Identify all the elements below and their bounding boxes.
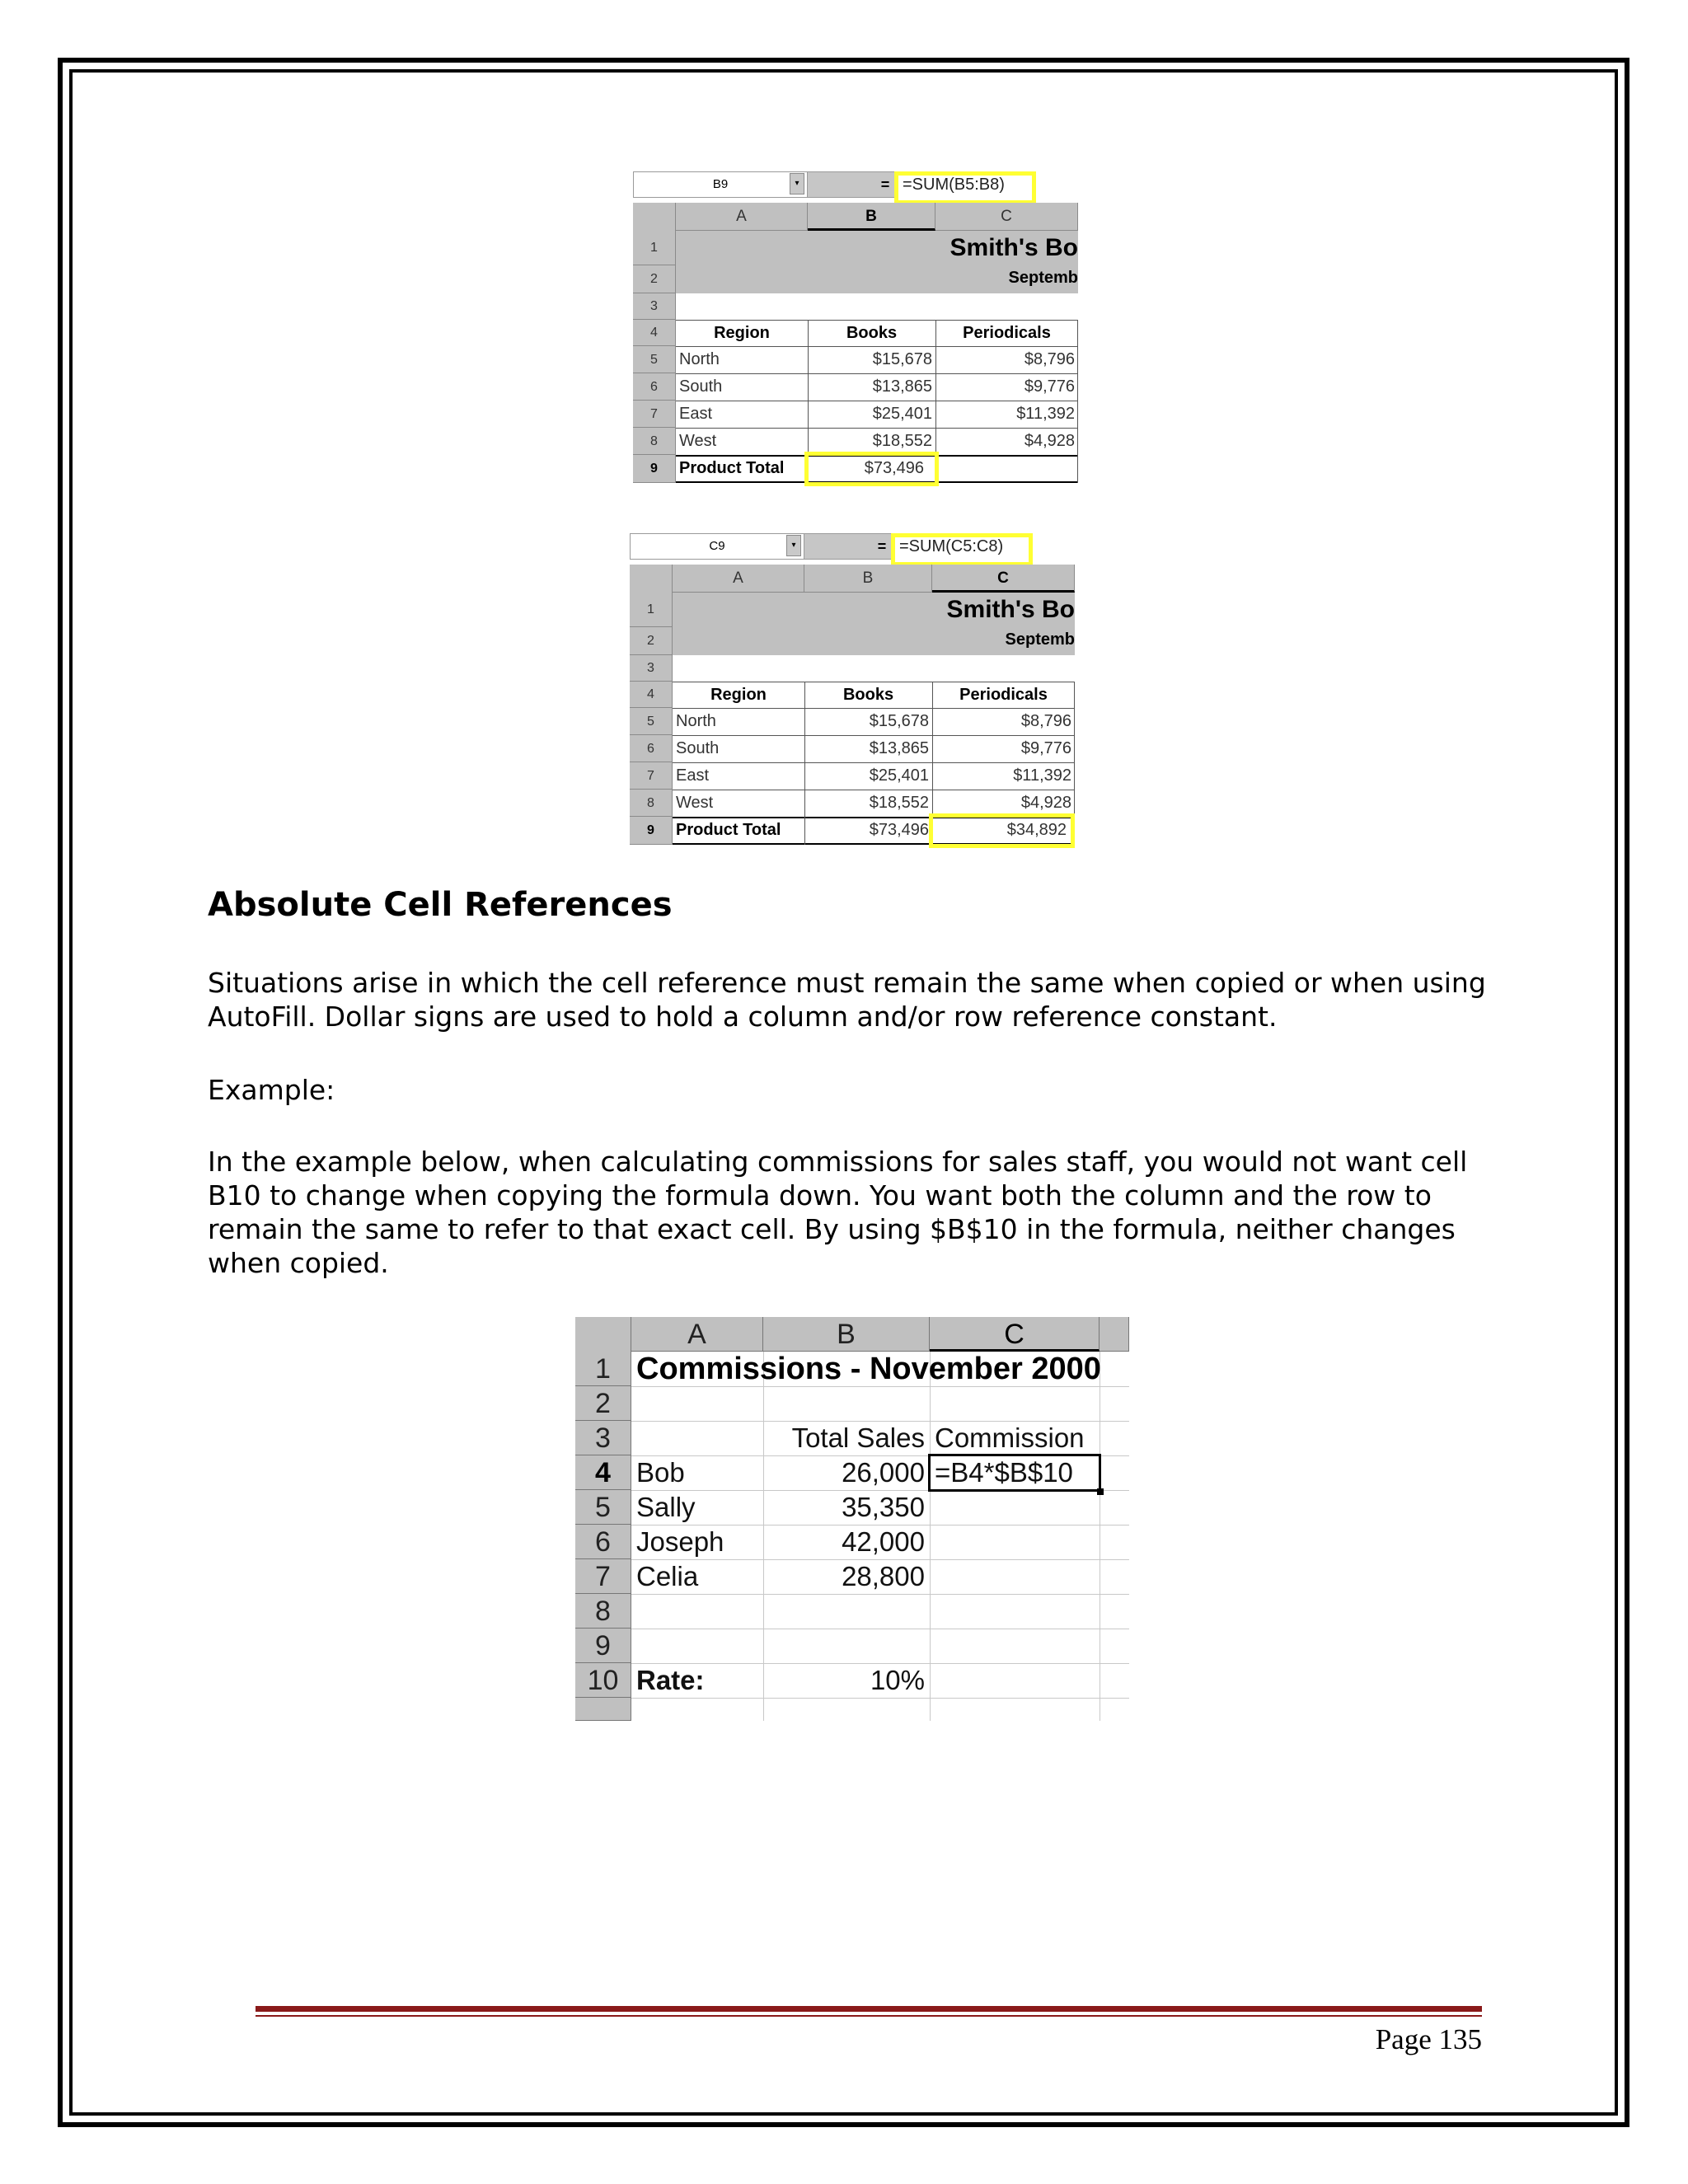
row-header-8[interactable]: 8 bbox=[575, 1594, 631, 1629]
row-header-3[interactable]: 3 bbox=[633, 293, 676, 320]
sheet-title: Smith's Bo bbox=[950, 234, 1078, 261]
cell-region[interactable]: South bbox=[679, 377, 723, 396]
cell-periodicals[interactable]: $8,796 bbox=[1020, 712, 1071, 730]
row-header-9[interactable]: 9 bbox=[630, 817, 673, 845]
cell-periodicals[interactable]: $8,796 bbox=[1024, 350, 1075, 368]
cell-region[interactable]: South bbox=[676, 739, 720, 757]
cell-region[interactable]: East bbox=[679, 405, 713, 423]
commissions-sheet bbox=[575, 1317, 1129, 1721]
selected-cell-highlight bbox=[804, 452, 939, 486]
grid-line bbox=[673, 708, 1075, 709]
header-region[interactable]: Region bbox=[710, 686, 767, 704]
row-header-1[interactable]: 1 bbox=[633, 231, 676, 265]
column-header-b[interactable]: B bbox=[808, 203, 935, 231]
row-header-9[interactable]: 9 bbox=[633, 455, 676, 483]
cell-commission[interactable] bbox=[930, 1525, 1100, 1559]
cell-books[interactable]: $18,552 bbox=[869, 794, 929, 812]
grid-line bbox=[631, 1594, 1129, 1595]
cell-sales[interactable]: 42,000 bbox=[842, 1526, 925, 1557]
row-header-11[interactable] bbox=[575, 1698, 631, 1721]
cell-books[interactable]: $15,678 bbox=[869, 712, 929, 730]
cell-books[interactable]: $13,865 bbox=[872, 377, 932, 396]
title-band bbox=[676, 231, 1078, 293]
row-header-4[interactable]: 4 bbox=[630, 682, 673, 708]
grid-line bbox=[631, 1698, 1129, 1699]
cell-books[interactable]: $25,401 bbox=[869, 766, 929, 785]
cell-periodicals[interactable]: $4,928 bbox=[1020, 794, 1071, 812]
active-cell-border bbox=[928, 1454, 1101, 1492]
row-header-6[interactable]: 6 bbox=[575, 1525, 631, 1559]
row-header-9[interactable]: 9 bbox=[575, 1629, 631, 1663]
row-header-4[interactable]: 4 bbox=[575, 1455, 631, 1490]
header-books[interactable]: Books bbox=[846, 324, 898, 342]
page-number: Page 135 bbox=[1375, 2023, 1482, 2055]
equals-icon: = bbox=[880, 176, 890, 193]
cell-region[interactable]: North bbox=[679, 350, 720, 368]
column-header-b[interactable]: B bbox=[804, 565, 932, 593]
cell-books[interactable]: $15,678 bbox=[872, 350, 932, 368]
row-header-7[interactable]: 7 bbox=[633, 401, 676, 428]
row-header-2[interactable]: 2 bbox=[575, 1386, 631, 1421]
equals-icon: = bbox=[877, 538, 887, 555]
cell-commission[interactable] bbox=[930, 1490, 1100, 1525]
selected-cell-highlight bbox=[929, 813, 1075, 848]
cell-rate-value[interactable]: 10% bbox=[870, 1665, 925, 1695]
column-header-c[interactable]: C bbox=[930, 1317, 1100, 1352]
row-header-3[interactable]: 3 bbox=[575, 1421, 631, 1455]
grid-line bbox=[673, 762, 1075, 763]
row-header-1[interactable]: 1 bbox=[630, 593, 673, 627]
row-header-7[interactable]: 7 bbox=[630, 762, 673, 790]
cell-name[interactable]: Celia bbox=[636, 1561, 699, 1591]
cell-region[interactable]: West bbox=[676, 794, 714, 812]
column-header-a[interactable]: A bbox=[676, 203, 808, 231]
select-all-corner[interactable] bbox=[633, 203, 676, 231]
grid-line bbox=[676, 428, 1078, 429]
row-header-5[interactable]: 5 bbox=[630, 708, 673, 735]
sheet-c-screenshot bbox=[630, 533, 1075, 845]
sheet-grid bbox=[630, 565, 1075, 845]
row-header-2[interactable]: 2 bbox=[633, 265, 676, 293]
grid-line bbox=[676, 320, 1078, 321]
column-header-d[interactable] bbox=[1100, 1317, 1129, 1352]
row-header-5[interactable]: 5 bbox=[633, 346, 676, 373]
name-box[interactable]: B9 bbox=[633, 171, 808, 198]
row-header-1[interactable]: 1 bbox=[575, 1352, 631, 1386]
name-box-dropdown-icon[interactable]: ▾ bbox=[790, 173, 804, 194]
header-periodicals[interactable]: Periodicals bbox=[963, 324, 1051, 342]
cell-region[interactable]: West bbox=[679, 432, 717, 450]
commissions-title[interactable]: Commissions - November 2000 bbox=[636, 1352, 1101, 1386]
cell-commission[interactable]: =B4*$B$10 bbox=[935, 1457, 1073, 1488]
cell-periodicals[interactable]: $9,776 bbox=[1020, 739, 1071, 757]
header-commission[interactable]: Commission bbox=[935, 1422, 1085, 1453]
row-header-7[interactable]: 7 bbox=[575, 1559, 631, 1594]
grid-line bbox=[804, 682, 805, 845]
cell-total-books[interactable]: $73,496 bbox=[864, 459, 924, 477]
row-header-2[interactable]: 2 bbox=[630, 627, 673, 655]
cell-name[interactable]: Joseph bbox=[636, 1526, 724, 1557]
cell-total-books[interactable]: $73,496 bbox=[869, 821, 929, 839]
formula-highlight bbox=[894, 171, 1036, 204]
cell-books[interactable]: $25,401 bbox=[872, 405, 932, 423]
row-header-10[interactable]: 10 bbox=[575, 1663, 631, 1698]
cell-name[interactable]: Bob bbox=[636, 1457, 685, 1488]
cell-region[interactable]: North bbox=[676, 712, 716, 730]
row-header-8[interactable]: 8 bbox=[633, 428, 676, 455]
cell-sales[interactable]: 26,000 bbox=[842, 1457, 925, 1488]
grid-line bbox=[676, 373, 1078, 374]
row-header-6[interactable]: 6 bbox=[630, 735, 673, 762]
cell-total-periodicals[interactable] bbox=[935, 455, 1078, 482]
cell-product-total-label[interactable]: Product Total bbox=[676, 821, 781, 839]
cell-books[interactable]: $13,865 bbox=[869, 739, 929, 757]
sheet-grid bbox=[633, 203, 1078, 483]
cell-periodicals[interactable]: $11,392 bbox=[1013, 766, 1071, 785]
header-books[interactable]: Books bbox=[842, 686, 894, 704]
sheet-title: Smith's Bo bbox=[946, 596, 1075, 623]
cell-total-periodicals[interactable]: $34,892 bbox=[1006, 821, 1067, 839]
title-band bbox=[673, 593, 1075, 655]
select-all-corner[interactable] bbox=[630, 565, 673, 593]
fill-handle[interactable] bbox=[1097, 1488, 1104, 1495]
formula-input[interactable]: =SUM(C5:C8) bbox=[891, 533, 1075, 560]
column-header-c[interactable]: C bbox=[935, 203, 1078, 231]
name-box-dropdown-icon[interactable]: ▾ bbox=[786, 535, 801, 556]
cell-sales[interactable]: 28,800 bbox=[842, 1561, 925, 1591]
cell-periodicals[interactable]: $11,392 bbox=[1016, 405, 1075, 423]
cell-books[interactable]: $18,552 bbox=[872, 432, 932, 450]
grid-line bbox=[1077, 320, 1078, 483]
section-heading: Absolute Cell References bbox=[208, 886, 673, 924]
row-header-6[interactable]: 6 bbox=[633, 373, 676, 401]
header-total-sales[interactable]: Total Sales bbox=[791, 1422, 925, 1453]
paragraph-example-text: In the example below, when calculating commissions for sales staff, you would not want cell B10 to change when copying the formula down. You want both the column and the row to remain the same to refer to that exact cell. By using $B$10 in the formula, neither changes when copied. bbox=[208, 1146, 1468, 1279]
row-header-4[interactable]: 4 bbox=[633, 320, 676, 346]
cell-product-total-label[interactable]: Product Total bbox=[679, 459, 785, 477]
row-header-8[interactable]: 8 bbox=[630, 790, 673, 817]
column-header-b[interactable]: B bbox=[763, 1317, 930, 1352]
cell-commission[interactable] bbox=[930, 1559, 1100, 1594]
grid-line bbox=[673, 735, 1075, 736]
row-header-5[interactable]: 5 bbox=[575, 1490, 631, 1525]
row-header-3[interactable]: 3 bbox=[630, 655, 673, 682]
sheet-subtitle: Septemb bbox=[1005, 630, 1075, 649]
column-header-a[interactable]: A bbox=[673, 565, 804, 593]
name-box[interactable]: C9 bbox=[630, 533, 804, 560]
cell-periodicals[interactable]: $9,776 bbox=[1024, 377, 1075, 396]
column-header-a[interactable]: A bbox=[631, 1317, 763, 1352]
grid-line bbox=[676, 346, 1078, 347]
paragraph-example-label: Example: bbox=[208, 1074, 335, 1106]
cell-rate-label[interactable]: Rate: bbox=[636, 1665, 705, 1695]
cell-region[interactable]: East bbox=[676, 766, 710, 785]
cell-sales[interactable]: 35,350 bbox=[842, 1492, 925, 1522]
header-periodicals[interactable]: Periodicals bbox=[959, 686, 1048, 704]
footer-rule bbox=[256, 2006, 1482, 2012]
formula-highlight bbox=[891, 533, 1033, 566]
formula-input[interactable]: =SUM(B5:B8) bbox=[894, 171, 1078, 198]
sheet-subtitle: Septemb bbox=[1008, 269, 1078, 287]
footer-rule-thin bbox=[256, 2015, 1482, 2017]
header-region[interactable]: Region bbox=[714, 324, 770, 342]
cell-periodicals[interactable]: $4,928 bbox=[1024, 432, 1075, 450]
select-all-corner[interactable] bbox=[575, 1317, 631, 1352]
column-header-c[interactable]: C bbox=[932, 565, 1075, 593]
sheet-b-screenshot bbox=[633, 171, 1078, 483]
cell-name[interactable]: Sally bbox=[636, 1492, 696, 1522]
grid-line bbox=[631, 1386, 1129, 1387]
paragraph-intro: Situations arise in which the cell reference must remain the same when copied or when using AutoFill. Dollar signs are used to hold a column and/or row reference constant. bbox=[208, 967, 1486, 1033]
